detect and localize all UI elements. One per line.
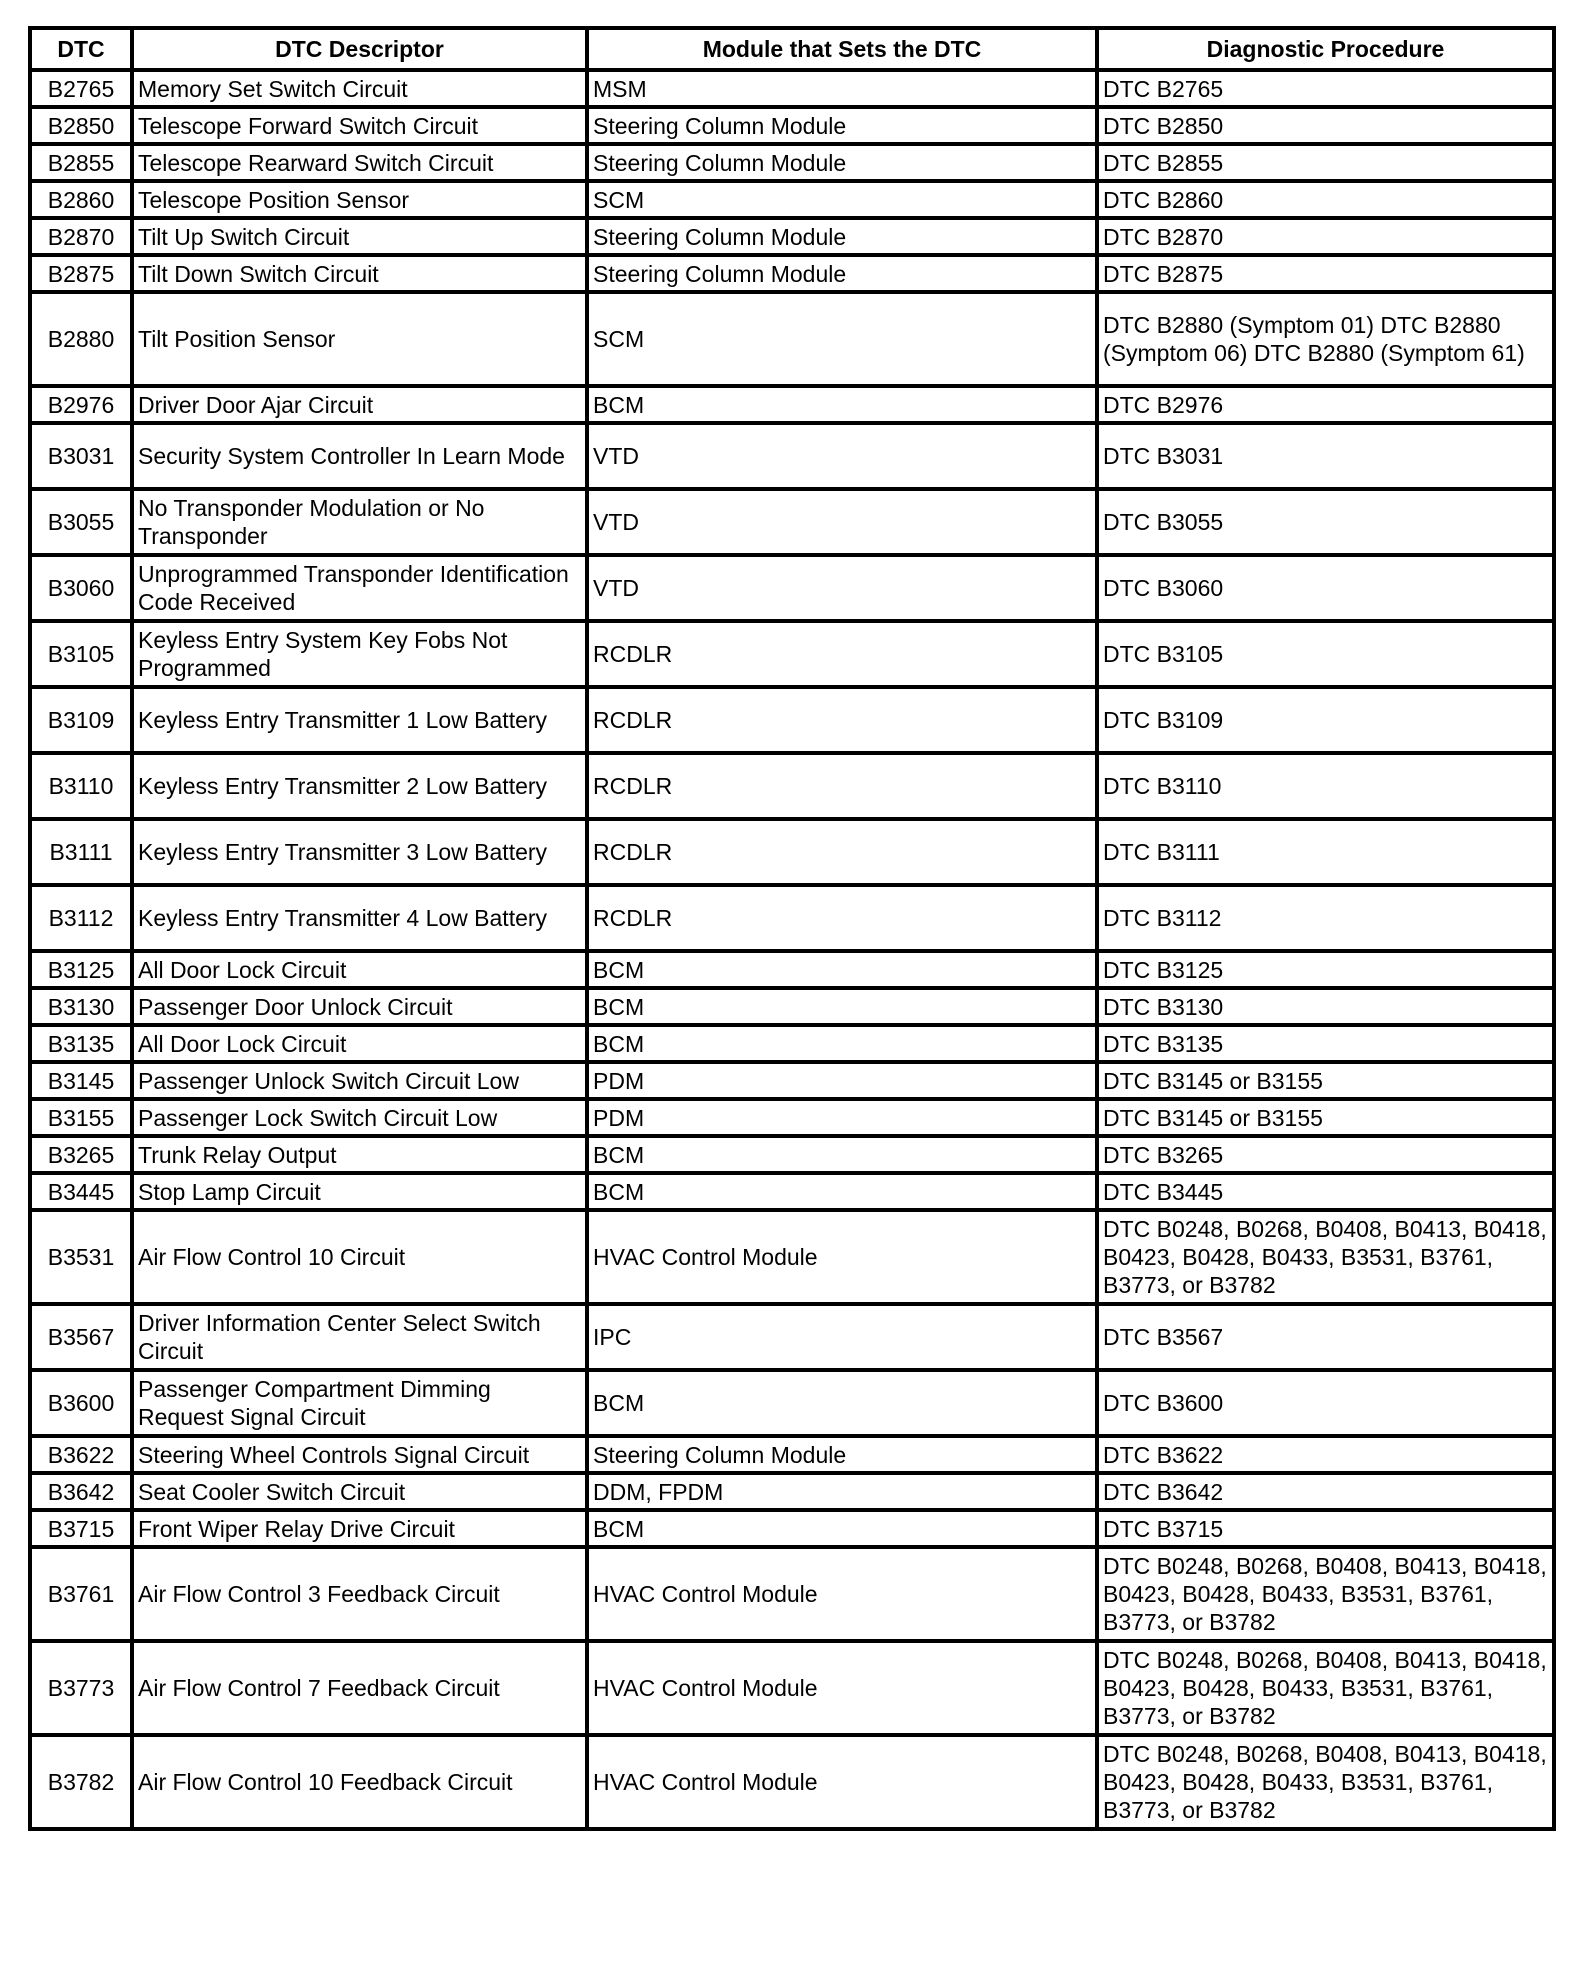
table-row bbox=[30, 1735, 1554, 1829]
cell-procedure: DTC B3622 bbox=[1097, 1436, 1554, 1473]
cell-module: Steering Column Module bbox=[587, 107, 1097, 144]
cell-dtc: B3130 bbox=[30, 988, 132, 1025]
cell-descriptor: Tilt Up Switch Circuit bbox=[132, 218, 587, 255]
cell-dtc: B3445 bbox=[30, 1173, 132, 1210]
cell-descriptor: Passenger Door Unlock Circuit bbox=[132, 988, 587, 1025]
cell-dtc: B3622 bbox=[30, 1436, 132, 1473]
table-row bbox=[30, 885, 1554, 951]
table-row bbox=[30, 1173, 1554, 1210]
cell-procedure: DTC B0248, B0268, B0408, B0413, B0418, B0423, B0428, B0433, B3531, B3761, B3773, or B3782 bbox=[1097, 1735, 1554, 1829]
table-row bbox=[30, 1099, 1554, 1136]
cell-dtc: B3265 bbox=[30, 1136, 132, 1173]
cell-module: MSM bbox=[587, 70, 1097, 107]
cell-dtc: B2870 bbox=[30, 218, 132, 255]
cell-descriptor: Passenger Lock Switch Circuit Low bbox=[132, 1099, 587, 1136]
table-row bbox=[30, 386, 1554, 423]
cell-descriptor: Tilt Position Sensor bbox=[132, 292, 587, 386]
table-row bbox=[30, 218, 1554, 255]
header-module: Module that Sets the DTC bbox=[587, 28, 1097, 70]
cell-procedure: DTC B3567 bbox=[1097, 1304, 1554, 1370]
cell-dtc: B3600 bbox=[30, 1370, 132, 1436]
cell-module: RCDLR bbox=[587, 687, 1097, 753]
table-row bbox=[30, 1370, 1554, 1436]
cell-dtc: B3031 bbox=[30, 423, 132, 489]
cell-dtc: B3155 bbox=[30, 1099, 132, 1136]
cell-dtc: B3110 bbox=[30, 753, 132, 819]
cell-dtc: B3055 bbox=[30, 489, 132, 555]
cell-module: Steering Column Module bbox=[587, 144, 1097, 181]
table-row bbox=[30, 107, 1554, 144]
table-row bbox=[30, 181, 1554, 218]
cell-module: BCM bbox=[587, 988, 1097, 1025]
cell-descriptor: Security System Controller In Learn Mode bbox=[132, 423, 587, 489]
cell-dtc: B3761 bbox=[30, 1547, 132, 1641]
table-row bbox=[30, 423, 1554, 489]
cell-descriptor: All Door Lock Circuit bbox=[132, 951, 587, 988]
cell-procedure: DTC B3060 bbox=[1097, 555, 1554, 621]
cell-module: DDM, FPDM bbox=[587, 1473, 1097, 1510]
table-row bbox=[30, 1473, 1554, 1510]
cell-dtc: B3715 bbox=[30, 1510, 132, 1547]
cell-procedure: DTC B2870 bbox=[1097, 218, 1554, 255]
cell-descriptor: Steering Wheel Controls Signal Circuit bbox=[132, 1436, 587, 1473]
cell-descriptor: Passenger Compartment Dimming Request Signal Circuit bbox=[132, 1370, 587, 1436]
table-row bbox=[30, 1304, 1554, 1370]
cell-module: SCM bbox=[587, 292, 1097, 386]
cell-module: HVAC Control Module bbox=[587, 1641, 1097, 1735]
table-row bbox=[30, 687, 1554, 753]
cell-descriptor: Air Flow Control 3 Feedback Circuit bbox=[132, 1547, 587, 1641]
table-row bbox=[30, 1025, 1554, 1062]
cell-descriptor: Seat Cooler Switch Circuit bbox=[132, 1473, 587, 1510]
cell-procedure: DTC B3110 bbox=[1097, 753, 1554, 819]
cell-descriptor: Driver Door Ajar Circuit bbox=[132, 386, 587, 423]
cell-module: BCM bbox=[587, 951, 1097, 988]
cell-module: RCDLR bbox=[587, 885, 1097, 951]
table-row bbox=[30, 144, 1554, 181]
cell-descriptor: Air Flow Control 7 Feedback Circuit bbox=[132, 1641, 587, 1735]
table-body bbox=[30, 70, 1554, 1829]
cell-procedure: DTC B3715 bbox=[1097, 1510, 1554, 1547]
cell-module: VTD bbox=[587, 489, 1097, 555]
cell-procedure: DTC B3130 bbox=[1097, 988, 1554, 1025]
cell-dtc: B2880 bbox=[30, 292, 132, 386]
cell-procedure: DTC B3145 or B3155 bbox=[1097, 1099, 1554, 1136]
table-row bbox=[30, 1136, 1554, 1173]
cell-procedure: DTC B2855 bbox=[1097, 144, 1554, 181]
cell-descriptor: Keyless Entry Transmitter 4 Low Battery bbox=[132, 885, 587, 951]
cell-module: HVAC Control Module bbox=[587, 1547, 1097, 1641]
cell-dtc: B2765 bbox=[30, 70, 132, 107]
cell-module: PDM bbox=[587, 1099, 1097, 1136]
cell-procedure: DTC B2850 bbox=[1097, 107, 1554, 144]
table-row bbox=[30, 951, 1554, 988]
cell-descriptor: Front Wiper Relay Drive Circuit bbox=[132, 1510, 587, 1547]
cell-module: Steering Column Module bbox=[587, 1436, 1097, 1473]
cell-dtc: B3111 bbox=[30, 819, 132, 885]
cell-descriptor: Keyless Entry Transmitter 3 Low Battery bbox=[132, 819, 587, 885]
table-row bbox=[30, 555, 1554, 621]
cell-module: PDM bbox=[587, 1062, 1097, 1099]
table-row bbox=[30, 819, 1554, 885]
table-row bbox=[30, 1436, 1554, 1473]
cell-module: BCM bbox=[587, 1025, 1097, 1062]
table-row bbox=[30, 1641, 1554, 1735]
cell-module: RCDLR bbox=[587, 621, 1097, 687]
cell-dtc: B3105 bbox=[30, 621, 132, 687]
cell-descriptor: All Door Lock Circuit bbox=[132, 1025, 587, 1062]
cell-dtc: B3773 bbox=[30, 1641, 132, 1735]
cell-procedure: DTC B3265 bbox=[1097, 1136, 1554, 1173]
table-row bbox=[30, 988, 1554, 1025]
cell-descriptor: Passenger Unlock Switch Circuit Low bbox=[132, 1062, 587, 1099]
cell-procedure: DTC B3145 or B3155 bbox=[1097, 1062, 1554, 1099]
cell-descriptor: Tilt Down Switch Circuit bbox=[132, 255, 587, 292]
cell-descriptor: Unprogrammed Transponder Identification Code Received bbox=[132, 555, 587, 621]
cell-dtc: B2860 bbox=[30, 181, 132, 218]
cell-procedure: DTC B3445 bbox=[1097, 1173, 1554, 1210]
cell-dtc: B3567 bbox=[30, 1304, 132, 1370]
table-row bbox=[30, 489, 1554, 555]
cell-descriptor: Trunk Relay Output bbox=[132, 1136, 587, 1173]
table-row bbox=[30, 292, 1554, 386]
cell-dtc: B2976 bbox=[30, 386, 132, 423]
cell-procedure: DTC B3031 bbox=[1097, 423, 1554, 489]
header-procedure: Diagnostic Procedure bbox=[1097, 28, 1554, 70]
cell-module: HVAC Control Module bbox=[587, 1210, 1097, 1304]
cell-module: HVAC Control Module bbox=[587, 1735, 1097, 1829]
cell-descriptor: Air Flow Control 10 Feedback Circuit bbox=[132, 1735, 587, 1829]
cell-descriptor: Telescope Position Sensor bbox=[132, 181, 587, 218]
cell-module: BCM bbox=[587, 1370, 1097, 1436]
cell-procedure: DTC B3109 bbox=[1097, 687, 1554, 753]
cell-procedure: DTC B0248, B0268, B0408, B0413, B0418, B0423, B0428, B0433, B3531, B3761, B3773, or B3782 bbox=[1097, 1641, 1554, 1735]
cell-dtc: B3642 bbox=[30, 1473, 132, 1510]
table-row bbox=[30, 621, 1554, 687]
cell-module: BCM bbox=[587, 386, 1097, 423]
cell-procedure: DTC B3112 bbox=[1097, 885, 1554, 951]
cell-procedure: DTC B3125 bbox=[1097, 951, 1554, 988]
cell-module: BCM bbox=[587, 1136, 1097, 1173]
cell-procedure: DTC B2880 (Symptom 01) DTC B2880 (Symptom 06) DTC B2880 (Symptom 61) bbox=[1097, 292, 1554, 386]
cell-procedure: DTC B2976 bbox=[1097, 386, 1554, 423]
cell-module: Steering Column Module bbox=[587, 218, 1097, 255]
cell-dtc: B3109 bbox=[30, 687, 132, 753]
cell-dtc: B2850 bbox=[30, 107, 132, 144]
cell-procedure: DTC B3105 bbox=[1097, 621, 1554, 687]
cell-dtc: B3125 bbox=[30, 951, 132, 988]
cell-dtc: B3135 bbox=[30, 1025, 132, 1062]
table-row bbox=[30, 70, 1554, 107]
cell-descriptor: Driver Information Center Select Switch Circuit bbox=[132, 1304, 587, 1370]
cell-module: RCDLR bbox=[587, 819, 1097, 885]
cell-descriptor: Air Flow Control 10 Circuit bbox=[132, 1210, 587, 1304]
header-row bbox=[30, 28, 1554, 70]
table-header bbox=[30, 28, 1554, 70]
cell-procedure: DTC B2875 bbox=[1097, 255, 1554, 292]
table-row bbox=[30, 1547, 1554, 1641]
cell-module: Steering Column Module bbox=[587, 255, 1097, 292]
cell-procedure: DTC B3642 bbox=[1097, 1473, 1554, 1510]
cell-module: VTD bbox=[587, 423, 1097, 489]
cell-dtc: B2875 bbox=[30, 255, 132, 292]
cell-procedure: DTC B3111 bbox=[1097, 819, 1554, 885]
cell-dtc: B3145 bbox=[30, 1062, 132, 1099]
cell-descriptor: Keyless Entry Transmitter 1 Low Battery bbox=[132, 687, 587, 753]
cell-procedure: DTC B2860 bbox=[1097, 181, 1554, 218]
cell-module: IPC bbox=[587, 1304, 1097, 1370]
cell-procedure: DTC B0248, B0268, B0408, B0413, B0418, B0423, B0428, B0433, B3531, B3761, B3773, or B3782 bbox=[1097, 1210, 1554, 1304]
cell-descriptor: Telescope Forward Switch Circuit bbox=[132, 107, 587, 144]
cell-dtc: B3531 bbox=[30, 1210, 132, 1304]
table-row bbox=[30, 1510, 1554, 1547]
table-row bbox=[30, 753, 1554, 819]
cell-descriptor: No Transponder Modulation or No Transponder bbox=[132, 489, 587, 555]
cell-procedure: DTC B3055 bbox=[1097, 489, 1554, 555]
cell-dtc: B3782 bbox=[30, 1735, 132, 1829]
cell-dtc: B3060 bbox=[30, 555, 132, 621]
cell-descriptor: Keyless Entry Transmitter 2 Low Battery bbox=[132, 753, 587, 819]
cell-module: RCDLR bbox=[587, 753, 1097, 819]
cell-procedure: DTC B2765 bbox=[1097, 70, 1554, 107]
cell-dtc: B2855 bbox=[30, 144, 132, 181]
cell-module: BCM bbox=[587, 1173, 1097, 1210]
cell-descriptor: Stop Lamp Circuit bbox=[132, 1173, 587, 1210]
cell-module: VTD bbox=[587, 555, 1097, 621]
header-dtc: DTC bbox=[30, 28, 132, 70]
cell-procedure: DTC B0248, B0268, B0408, B0413, B0418, B0423, B0428, B0433, B3531, B3761, B3773, or B3782 bbox=[1097, 1547, 1554, 1641]
table-row bbox=[30, 255, 1554, 292]
cell-procedure: DTC B3135 bbox=[1097, 1025, 1554, 1062]
dtc-table bbox=[28, 26, 1556, 1831]
cell-descriptor: Keyless Entry System Key Fobs Not Programmed bbox=[132, 621, 587, 687]
cell-descriptor: Telescope Rearward Switch Circuit bbox=[132, 144, 587, 181]
cell-module: BCM bbox=[587, 1510, 1097, 1547]
cell-module: SCM bbox=[587, 181, 1097, 218]
cell-dtc: B3112 bbox=[30, 885, 132, 951]
table-row bbox=[30, 1062, 1554, 1099]
cell-procedure: DTC B3600 bbox=[1097, 1370, 1554, 1436]
header-descriptor: DTC Descriptor bbox=[132, 28, 587, 70]
cell-descriptor: Memory Set Switch Circuit bbox=[132, 70, 587, 107]
table-row bbox=[30, 1210, 1554, 1304]
